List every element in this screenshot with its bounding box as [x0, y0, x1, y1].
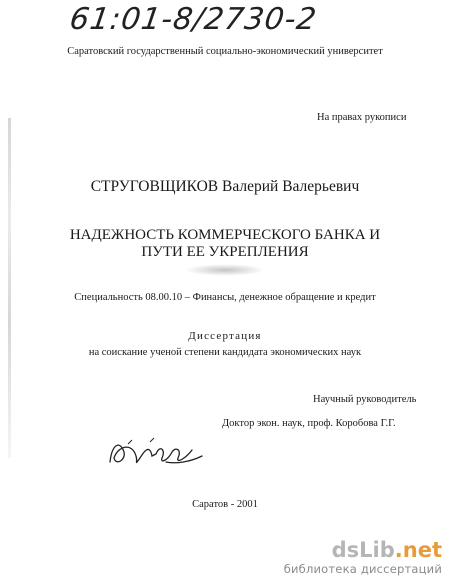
handwritten-archive-code: 61:01-8/2730-2 — [67, 2, 320, 37]
degree-line: на соискание ученой степени кандидата экономических наук — [88, 347, 362, 358]
university-name: Саратовский государственный социально-экономический университет — [67, 46, 383, 57]
dissertation-title — [0, 227, 450, 261]
dslib-logo: dsLib.net — [331, 538, 442, 562]
watermark-subtitle: библиотека диссертаций — [283, 562, 442, 576]
author-signature — [106, 432, 206, 472]
author-name: СТРУГОВЩИКОВ Валерий Валерьевич — [90, 178, 360, 195]
title-line-2: ПУТИ ЕЕ УКРЕПЛЕНИЯ — [141, 244, 309, 260]
city-year: Саратов - 2001 — [192, 499, 258, 510]
document-type: Диссертация — [188, 330, 262, 342]
stamp-smudge — [185, 264, 265, 276]
specialty-line: Специальность 08.00.10 – Финансы, денежное обращение и кредит — [74, 292, 376, 303]
supervisor-label: Научный руководитель — [313, 394, 417, 405]
dslib-watermark — [284, 538, 442, 576]
scan-margin-mark — [8, 118, 11, 458]
title-line-1: НАДЕЖНОСТЬ КОММЕРЧЕСКОГО БАНКА И — [69, 227, 381, 243]
supervisor-name: Доктор экон. наук, проф. Коробова Г.Г. — [222, 418, 396, 429]
manuscript-rights-note: На правах рукописи — [317, 112, 407, 123]
